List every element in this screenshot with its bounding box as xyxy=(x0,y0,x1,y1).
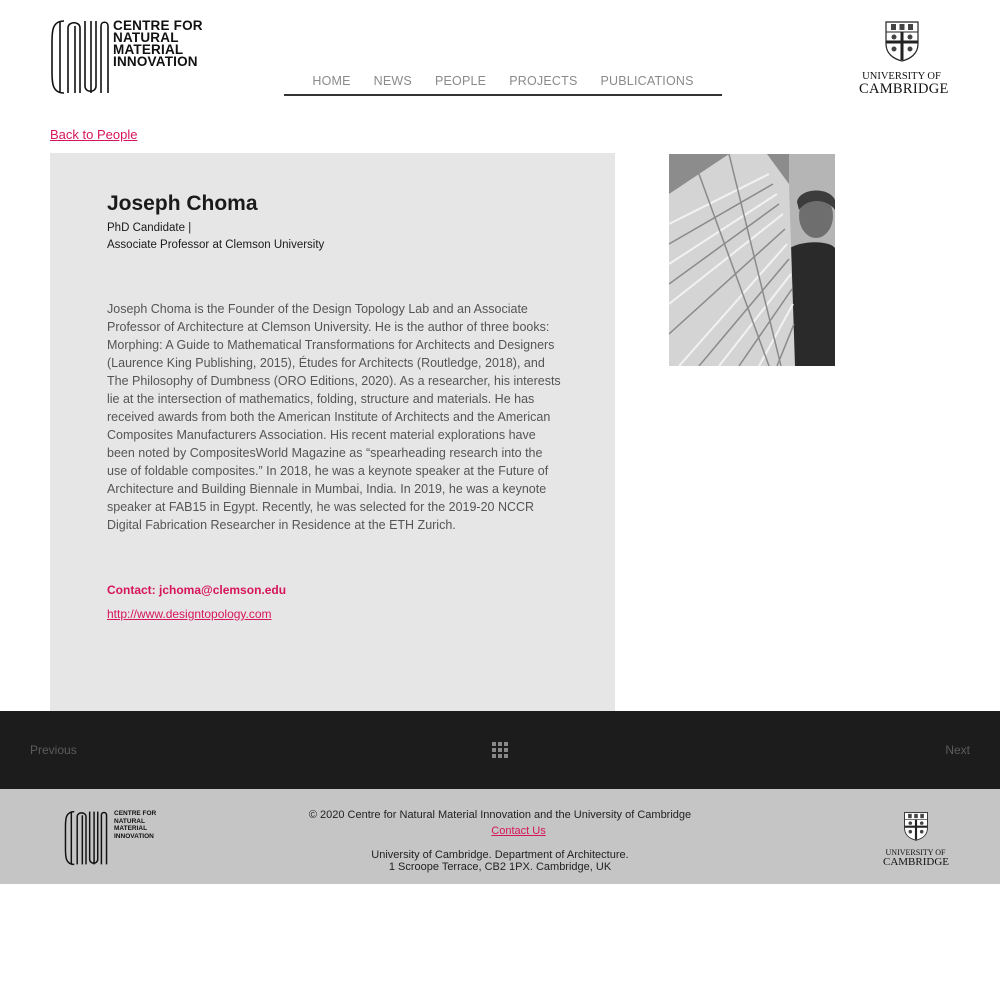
footer-address xyxy=(0,849,1000,873)
profile-role-line: Associate Professor at Clemson University xyxy=(107,238,325,251)
footer-address-line: University of Cambridge. Department of Architecture. xyxy=(371,849,629,861)
nav-publications[interactable]: PUBLICATIONS xyxy=(600,74,694,88)
next-link[interactable]: Next xyxy=(945,743,970,757)
logo-line: INNOVATION xyxy=(113,54,198,69)
nav-home[interactable]: HOME xyxy=(312,74,351,88)
profile-website-link[interactable]: http://www.designtopology.com xyxy=(107,607,272,621)
back-to-people-link[interactable]: Back to People xyxy=(50,127,138,142)
profile-role xyxy=(107,220,324,253)
cnmi-logo-text xyxy=(113,20,203,68)
footer-cambridge-line1: UNIVERSITY OF xyxy=(885,848,946,857)
footer-cambridge-line2: CAMBRIDGE xyxy=(883,856,950,868)
profile-photo xyxy=(669,154,835,366)
footer-logo-line: NATURAL xyxy=(114,817,145,825)
footer-contact-link xyxy=(0,825,1000,837)
logo-line: NATURAL xyxy=(113,30,179,45)
nav-projects[interactable]: PROJECTS xyxy=(509,74,578,88)
nav-people[interactable]: PEOPLE xyxy=(434,74,487,88)
profile-contact[interactable]: Contact: jchoma@clemson.edu xyxy=(107,583,287,597)
main-nav xyxy=(284,72,722,96)
footer-copyright: © 2020 Centre for Natural Material Innovation and the University of Cambridge xyxy=(308,809,692,821)
profile-photo-image xyxy=(669,154,835,366)
cambridge-crest-icon xyxy=(884,20,920,62)
footer-logo-line: MATERIAL xyxy=(114,825,148,832)
logo-line: CENTRE FOR xyxy=(113,18,203,33)
profile-role-line: PhD Candidate | xyxy=(107,222,192,234)
footer-cambridge-logo[interactable] xyxy=(883,811,948,867)
logo-line: MATERIAL xyxy=(113,42,184,57)
profile-bio: Joseph Choma is the Founder of the Design Topology Lab and an Associate Professor of Architecture at Clemson University. He is the author of three books: Morphing: A Guide to Mathematical Transformations for Architects and Designers (Laurence King Publishing, 2015), Études for Architects (Routledge, 2018), and The Philosophy of Dumbness (ORO Editions, 2020). As a researcher, his interests lie at the intersection of mathematics, folding, structure and materials. He has received awards from both the American Institute of Architects and the American Composites Manufacturers Association. His recent material explorations have been noted by CompositesWorld Magazine as “spearheading research into the use of foldable composites.” In 2018, he was a keynote speaker at the Future of Architecture and Building Biennale in Mumbai, India. In 2019, he was a keynote speaker at FAB15 in Egypt. Recently, he was selected for the 2019-20 NCCR Digital Fabrication Researcher in Residence at the ETH Zurich. xyxy=(107,302,561,532)
footer-logo-line: INNOVATION xyxy=(114,832,154,840)
cnmi-logo[interactable] xyxy=(50,18,210,98)
footer-cambridge-crest-icon xyxy=(903,811,929,841)
grid-icon[interactable] xyxy=(492,742,508,758)
cambridge-line2: CAMBRIDGE xyxy=(859,81,949,97)
cambridge-logo[interactable] xyxy=(859,20,949,97)
footer-address-line: 1 Scroope Terrace, CB2 1PX. Cambridge, UK xyxy=(388,861,612,873)
nav-news[interactable]: NEWS xyxy=(373,74,412,88)
footer-logo-line: CENTRE FOR xyxy=(114,810,157,817)
profile-name: Joseph Choma xyxy=(107,192,258,215)
contact-us-link[interactable]: Contact Us xyxy=(491,825,546,837)
cambridge-line1: UNIVERSITY OF xyxy=(862,71,941,82)
cnmi-logo-mark xyxy=(50,18,110,96)
previous-link[interactable]: Previous xyxy=(30,743,77,757)
